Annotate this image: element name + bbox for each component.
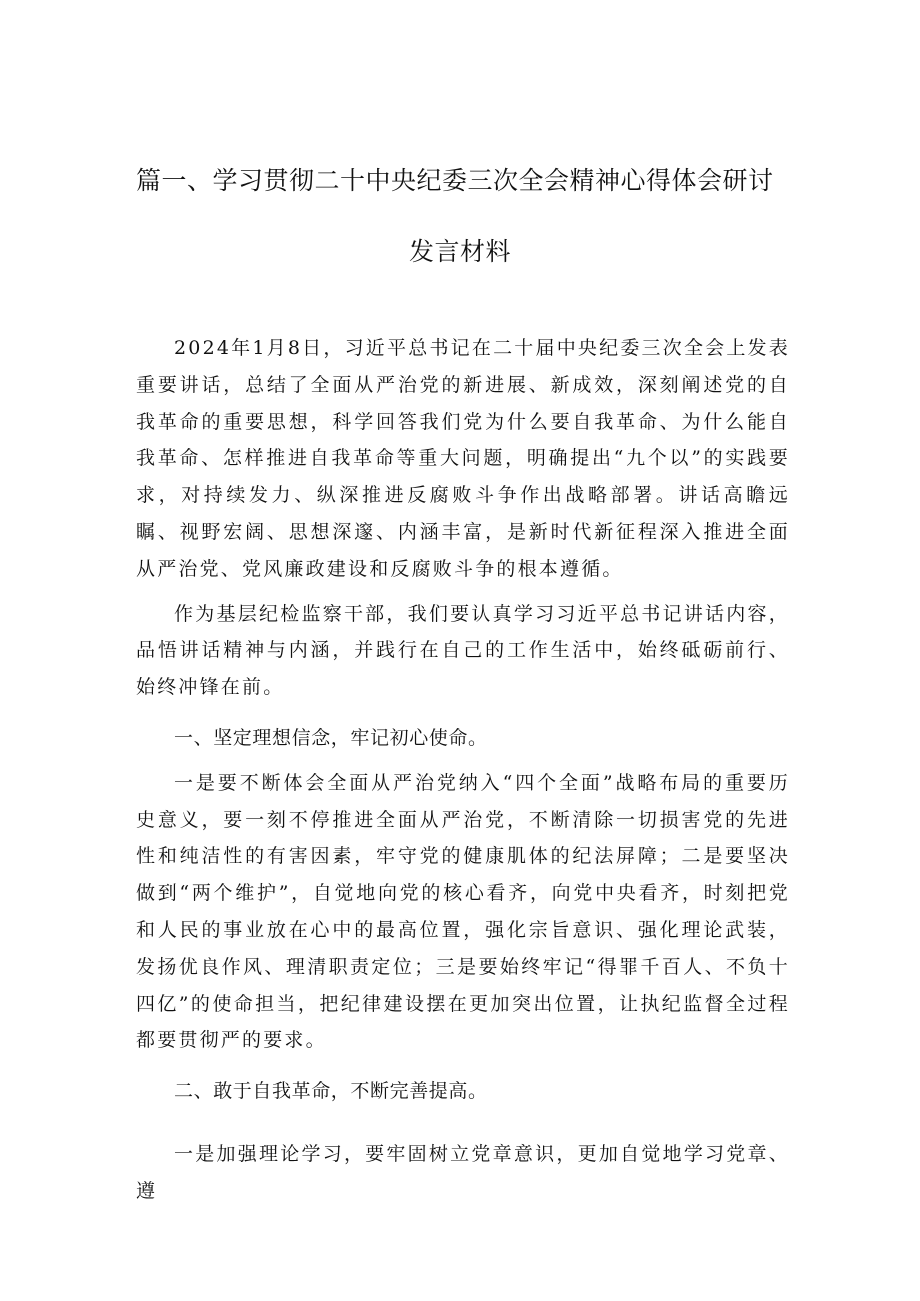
section-heading-2: 二、敢于自我革命，不断完善提高。 bbox=[174, 1080, 488, 1103]
section-heading-1: 一、坚定理想信念，牢记初心使命。 bbox=[174, 726, 488, 749]
document-title-line-2: 发言材料 bbox=[408, 237, 511, 266]
section-2-paragraph: 一是加强理论学习，要牢固树立党章意识，更加自觉地学习党章、遵 bbox=[136, 1142, 790, 1202]
intro-paragraph-2: 作为基层纪检监察干部，我们要认真学习习近平总书记讲话内容，品悟讲话精神与内涵，并践行在自己的工作生活中，始终砥砺前行、始终冲锋在前。 bbox=[136, 602, 790, 699]
intro-paragraph-1: 2024年1月8日，习近平总书记在二十届中央纪委三次全会上发表重要讲话，总结了全面从严治党的新进展、新成效，深刻阐述党的自我革命的重要思想，科学回答我们党为什么要自我革命、为什么能自我革命、怎样推进自我革命等重大问题，明确提出“九个以”的实践要求，对持续发力、纵深推进反腐败斗争作出战略部署。讲话高瞻远瞩、视野宏阔、思想深邃、内涵丰富，是新时代新征程深入推进全面从严治党、党风廉政建设和反腐败斗争的根本遵循。 bbox=[136, 337, 790, 580]
document-title-line-1: 篇一、学习贯彻二十中央纪委三次全会精神心得体会研讨 bbox=[136, 166, 774, 195]
document-body bbox=[136, 330, 790, 1210]
section-1-paragraph: 一是要不断体会全面从严治党纳入“四个全面”战略布局的重要历史意义，要一刻不停推进全面从严治党，不断清除一切损害党的先进性和纯洁性的有害因素，牢守党的健康肌体的纪法屏障；二是要坚决做到“两个维护”，自觉地向党的核心看齐，向党中央看齐，时刻把党和人民的事业放在心中的最高位置，强化宗旨意识、强化理论武装，发扬优良作风、理清职责定位；三是要始终牢记“得罪千百人、不负十四亿”的使命担当，把纪律建设摆在更加突出位置，让执纪监督全过程都要贯彻严的要求。 bbox=[136, 771, 790, 1052]
